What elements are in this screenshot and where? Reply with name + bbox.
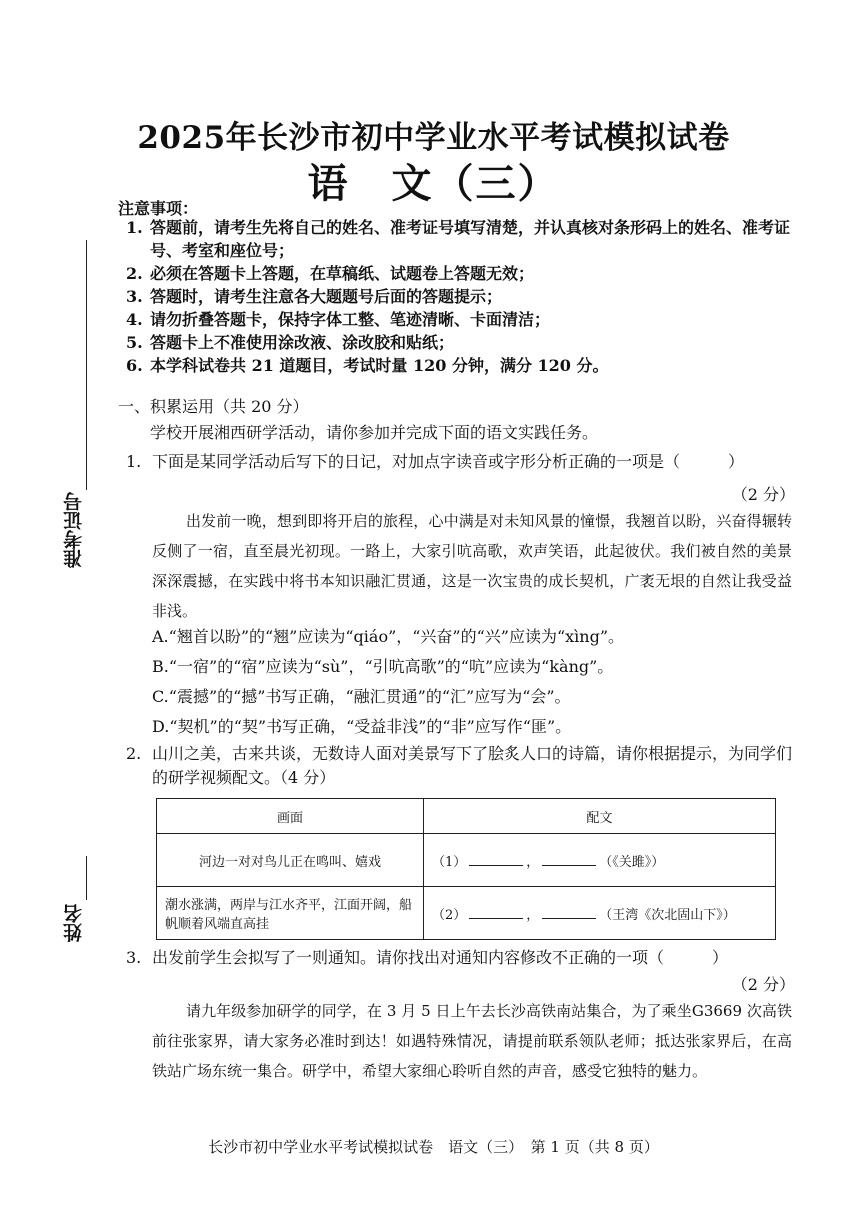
caption-cell: （1） ， （《关雎》）: [424, 834, 776, 887]
notice-list: [126, 216, 806, 377]
notice-item: 2. 必须在答题卡上答题，在草稿纸、试题卷上答题无效；: [126, 264, 535, 283]
question-number: 3.: [126, 948, 142, 967]
scene-cell: 潮水涨满，两岸与江水齐平，江面开阔，船帆顺着风端直高挂: [157, 887, 424, 940]
notice-item: 5. 答题卡上不准使用涂改液、涂改胶和贴纸；: [126, 333, 455, 352]
exam-id-line: [86, 240, 87, 490]
question-1: [126, 450, 806, 474]
notice-heading: 注意事项：: [118, 199, 199, 218]
question-number: 2.: [126, 744, 142, 763]
subject-title: 语 文（三）: [307, 160, 560, 207]
question-score: （2 分）: [731, 485, 795, 504]
notice-item: 6. 本学科试卷共 21 道题目，考试时量 120 分钟，满分 120 分。: [126, 356, 609, 375]
poem-table: [156, 798, 776, 940]
answer-blank[interactable]: [542, 865, 596, 866]
question-number: 1.: [126, 452, 142, 471]
option-b: B.“一宿”的“宿”应读为“sù”，“引吭高歌”的“吭”应读为“kàng”。: [152, 657, 614, 676]
section-heading: 一、积累运用（共 20 分）: [118, 397, 309, 416]
name-label: 姓名: [63, 904, 85, 942]
exam-title: 2025年长沙市初中学业水平考试模拟试卷: [137, 120, 730, 156]
notice-item: 3. 答题时，请考生注意各大题题号后面的答题提示；: [126, 287, 503, 306]
question-stem: 下面是某同学活动后写下的日记，对加点字读音或字形分析正确的一项是（ ）: [152, 452, 745, 471]
option-a: A.“翘首以盼”的“翘”应读为“qiáo”，“兴奋”的“兴”应读为“xìng”。: [152, 627, 625, 646]
option-d: D.“契机”的“契”书写正确，“受益非浅”的“非”应写作“匪”。: [152, 717, 572, 736]
caption-cell: （2） ， （王湾《次北固山下》）: [424, 887, 776, 940]
section-intro: 学校开展湘西研学活动，请你参加并完成下面的语文实践任务。: [150, 423, 599, 442]
question-2: [126, 742, 806, 790]
name-line: [86, 856, 87, 900]
table-row: [157, 834, 776, 887]
page-footer: 长沙市初中学业水平考试模拟试卷 语文（三） 第 1 页（共 8 页）: [208, 1138, 659, 1156]
table-row: [157, 887, 776, 940]
diary-passage: 出发前一晚，想到即将开启的旅程，心中满是对未知风景的憧憬，我翘首以盼，兴奋得辗转反侧了一宿，直至晨光初现。一路上，大家引吭高歌，欢声笑语，此起彼伏。我们被自然的美景深深震撼，在实践中将书本知识融汇贯通，这是一次宝贵的成长契机，广袤无垠的自然让我受益非浅。: [152, 512, 792, 620]
answer-blank[interactable]: [469, 865, 523, 866]
notice-passage: 请九年级参加研学的同学，在 3 月 5 日上午去长沙高铁南站集合，为了乘坐G3669 次高铁前往张家界，请大家务必准时到达！如遇特殊情况，请提前联系领队老师；抵达张家界后，在高铁站广场东统一集合。研学中，希望大家细心聆听自然的声音，感受它独特的魅力。: [152, 1002, 792, 1080]
notice-item: 4. 请勿折叠答题卡，保持字体工整、笔迹清晰、卡面清洁；: [126, 310, 551, 329]
answer-blank[interactable]: [469, 918, 523, 919]
table-header-scene: 画面: [157, 799, 424, 834]
question-stem: 山川之美，古来共谈，无数诗人面对美景写下了脍炙人口的诗篇，请你根据提示，为同学们的研学视频配文。（4 分）: [152, 744, 793, 787]
exam-id-label: 准考证号: [63, 492, 85, 568]
notice-item: 1. 答题前，请考生先将自己的姓名、准考证号填写清楚，并认真核对条形码上的姓名、准考证号、考室和座位号；: [126, 218, 791, 260]
question-score: （2 分）: [731, 975, 795, 994]
table-header-caption: 配文: [424, 799, 776, 834]
scene-cell: 河边一对对鸟儿正在鸣叫、嬉戏: [157, 834, 424, 887]
option-c: C.“震撼”的“撼”书写正确，“融汇贯通”的“汇”应写为“会”。: [152, 687, 571, 706]
answer-blank[interactable]: [542, 918, 596, 919]
question-3: [126, 946, 806, 970]
question-stem: 出发前学生会拟写了一则通知。请你找出对通知内容修改不正确的一项（ ）: [152, 948, 729, 967]
